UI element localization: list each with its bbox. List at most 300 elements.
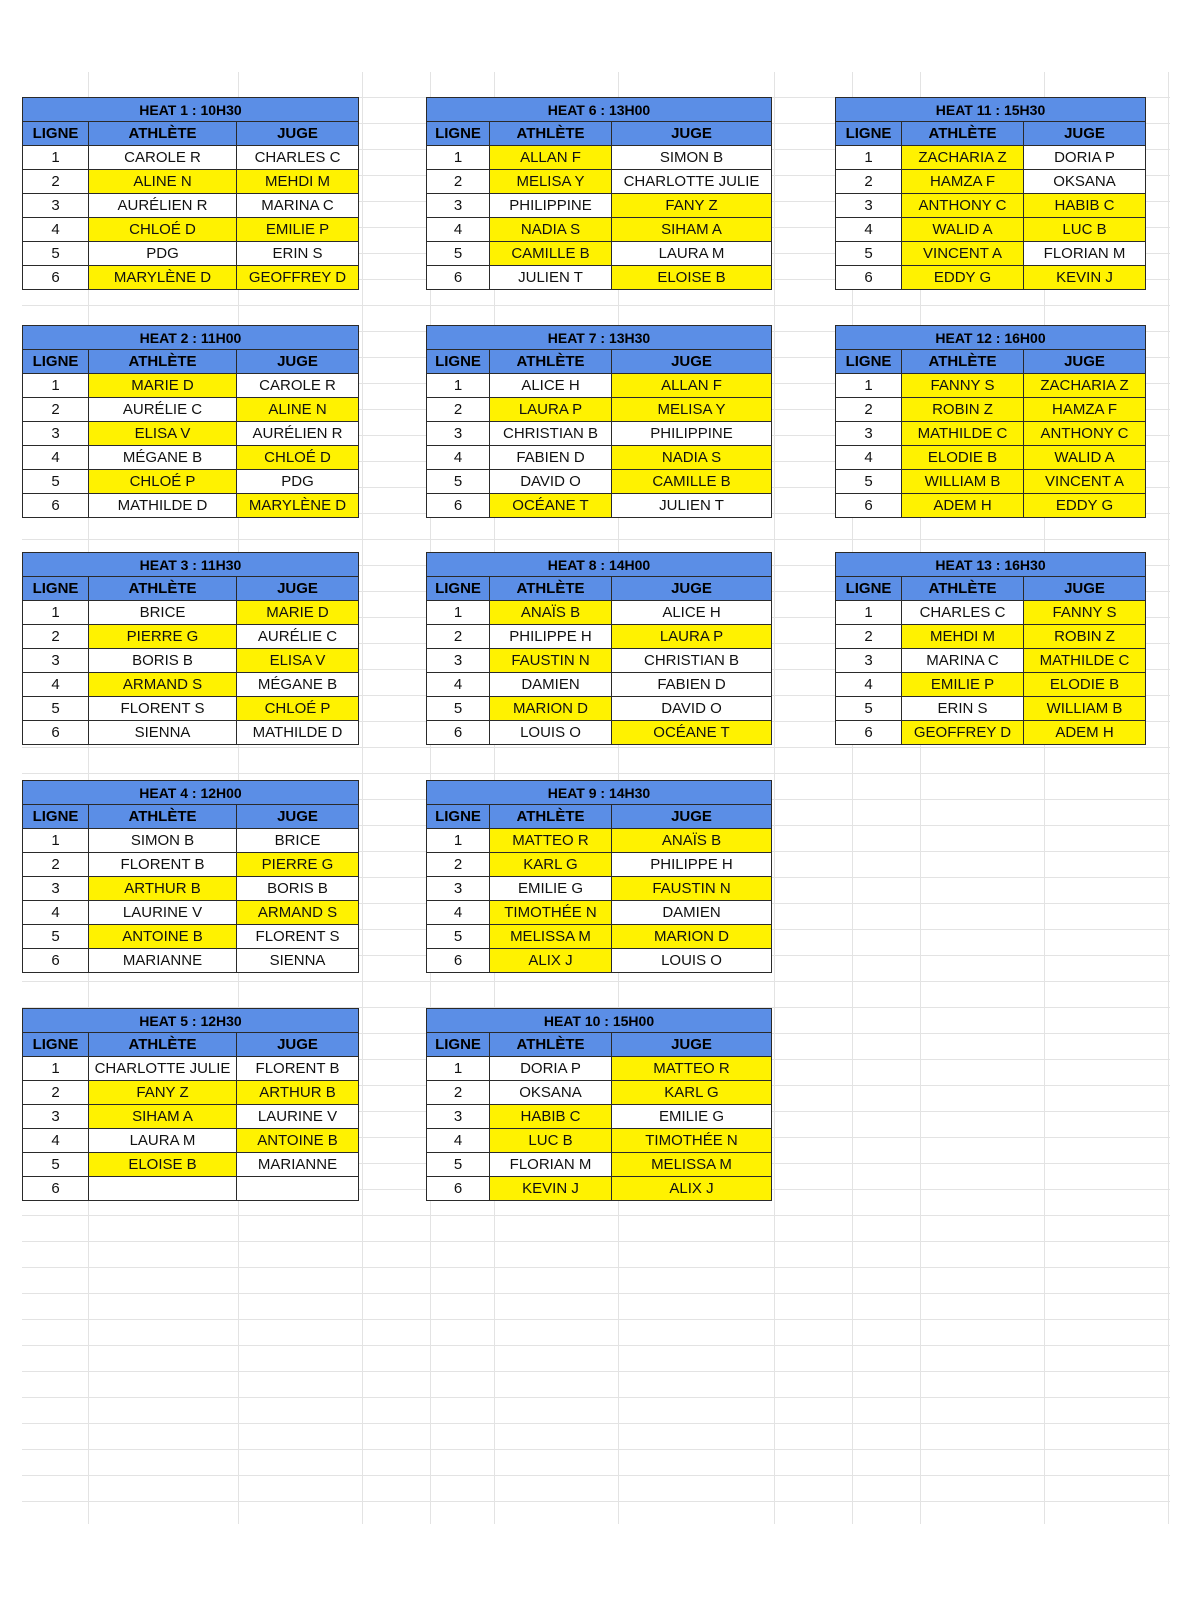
lane-cell: 4 [23, 901, 89, 925]
judge-cell: ALLAN F [612, 374, 772, 398]
athlete-cell: ANTHONY C [902, 194, 1024, 218]
heat-title: HEAT 3 : 11H30 [23, 553, 359, 577]
athlete-cell: TIMOTHÉE N [490, 901, 612, 925]
table-row [836, 218, 1146, 242]
table-row [836, 673, 1146, 697]
lane-cell: 4 [23, 218, 89, 242]
table-row [427, 625, 772, 649]
column-header-lane: LIGNE [427, 1033, 490, 1057]
judge-cell: ALINE N [237, 398, 359, 422]
athlete-cell: OKSANA [490, 1081, 612, 1105]
table-row [836, 266, 1146, 290]
lane-cell: 2 [23, 170, 89, 194]
column-header-judge: JUGE [237, 577, 359, 601]
lane-cell: 6 [836, 721, 902, 745]
heat-table [835, 325, 1146, 518]
lane-cell: 1 [427, 601, 490, 625]
judge-cell: ALIX J [612, 1177, 772, 1201]
lane-cell: 6 [23, 721, 89, 745]
lane-cell: 6 [427, 949, 490, 973]
lane-cell: 5 [836, 470, 902, 494]
column-header-lane: LIGNE [427, 577, 490, 601]
column-header-athlete: ATHLÈTE [490, 1033, 612, 1057]
athlete-cell: EMILIE G [490, 877, 612, 901]
judge-cell: WALID A [1024, 446, 1146, 470]
table-row [427, 853, 772, 877]
judge-cell: LAURINE V [237, 1105, 359, 1129]
heat-title: HEAT 7 : 13H30 [427, 326, 772, 350]
heat-table [22, 97, 359, 290]
athlete-cell: MARIE D [89, 374, 237, 398]
lane-cell: 4 [23, 1129, 89, 1153]
table-row [23, 1177, 359, 1201]
lane-cell: 6 [427, 266, 490, 290]
athlete-cell: DORIA P [490, 1057, 612, 1081]
column-header-athlete: ATHLÈTE [902, 122, 1024, 146]
heat-title: HEAT 10 : 15H00 [427, 1009, 772, 1033]
lane-cell: 4 [836, 446, 902, 470]
lane-cell: 4 [427, 673, 490, 697]
athlete-cell: CHLOÉ D [89, 218, 237, 242]
heat-title: HEAT 6 : 13H00 [427, 98, 772, 122]
column-header-athlete: ATHLÈTE [490, 350, 612, 374]
athlete-cell: MARION D [490, 697, 612, 721]
judge-cell: ARMAND S [237, 901, 359, 925]
lane-cell: 6 [427, 1177, 490, 1201]
lane-cell: 3 [23, 422, 89, 446]
table-row [23, 194, 359, 218]
lane-cell: 4 [427, 218, 490, 242]
table-row [427, 398, 772, 422]
lane-cell: 5 [23, 1153, 89, 1177]
lane-cell: 3 [836, 422, 902, 446]
table-row [23, 218, 359, 242]
table-row [427, 194, 772, 218]
judge-cell: CHLOÉ D [237, 446, 359, 470]
athlete-cell: EMILIE P [902, 673, 1024, 697]
judge-cell: SIHAM A [612, 218, 772, 242]
judge-cell: MATHILDE D [237, 721, 359, 745]
lane-cell: 2 [836, 625, 902, 649]
column-header-judge: JUGE [237, 1033, 359, 1057]
athlete-cell: ALLAN F [490, 146, 612, 170]
athlete-cell: ANTOINE B [89, 925, 237, 949]
judge-cell: ANTOINE B [237, 1129, 359, 1153]
lane-cell: 2 [23, 625, 89, 649]
judge-cell: AURÉLIEN R [237, 422, 359, 446]
judge-cell: CHLOÉ P [237, 697, 359, 721]
lane-cell: 2 [427, 1081, 490, 1105]
table-row [23, 1081, 359, 1105]
table-row [23, 625, 359, 649]
column-header-lane: LIGNE [23, 577, 89, 601]
lane-cell: 1 [836, 601, 902, 625]
athlete-cell: MATHILDE C [902, 422, 1024, 446]
table-row [427, 1129, 772, 1153]
judge-cell: FLORIAN M [1024, 242, 1146, 266]
athlete-cell: PDG [89, 242, 237, 266]
athlete-cell: CHARLES C [902, 601, 1024, 625]
table-row [23, 242, 359, 266]
lane-cell: 5 [23, 697, 89, 721]
judge-cell: SIENNA [237, 949, 359, 973]
heat-table [426, 552, 772, 745]
athlete-cell: PHILIPPE H [490, 625, 612, 649]
athlete-cell: OCÉANE T [490, 494, 612, 518]
athlete-cell: SIHAM A [89, 1105, 237, 1129]
athlete-cell: ELOISE B [89, 1153, 237, 1177]
athlete-cell: KARL G [490, 853, 612, 877]
lane-cell: 6 [836, 494, 902, 518]
athlete-cell: EDDY G [902, 266, 1024, 290]
lane-cell: 3 [427, 649, 490, 673]
athlete-cell: KEVIN J [490, 1177, 612, 1201]
lane-cell: 6 [23, 1177, 89, 1201]
table-row [427, 422, 772, 446]
column-header-lane: LIGNE [427, 122, 490, 146]
judge-cell: ANAÏS B [612, 829, 772, 853]
athlete-cell: CAMILLE B [490, 242, 612, 266]
column-header-athlete: ATHLÈTE [490, 577, 612, 601]
column-header-judge: JUGE [1024, 350, 1146, 374]
table-row [23, 170, 359, 194]
heat-title: HEAT 4 : 12H00 [23, 781, 359, 805]
judge-cell: FAUSTIN N [612, 877, 772, 901]
heat-title: HEAT 8 : 14H00 [427, 553, 772, 577]
athlete-cell: ALICE H [490, 374, 612, 398]
lane-cell: 1 [23, 374, 89, 398]
table-row [23, 853, 359, 877]
column-header-judge: JUGE [612, 1033, 772, 1057]
table-row [23, 697, 359, 721]
column-header-athlete: ATHLÈTE [89, 350, 237, 374]
heat-table [22, 780, 359, 973]
lane-cell: 1 [427, 374, 490, 398]
table-row [23, 374, 359, 398]
judge-cell: CHARLOTTE JULIE [612, 170, 772, 194]
table-row [23, 266, 359, 290]
athlete-cell: LAURA M [89, 1129, 237, 1153]
table-row [427, 266, 772, 290]
column-header-judge: JUGE [237, 350, 359, 374]
judge-cell: CAMILLE B [612, 470, 772, 494]
judge-cell: LAURA M [612, 242, 772, 266]
column-header-lane: LIGNE [427, 805, 490, 829]
athlete-cell: JULIEN T [490, 266, 612, 290]
athlete-cell: FLORENT B [89, 853, 237, 877]
athlete-cell: ALINE N [89, 170, 237, 194]
judge-cell: EMILIE P [237, 218, 359, 242]
judge-cell: MATTEO R [612, 1057, 772, 1081]
table-row [23, 494, 359, 518]
athlete-cell: FABIEN D [490, 446, 612, 470]
judge-cell: BORIS B [237, 877, 359, 901]
judge-cell: CHRISTIAN B [612, 649, 772, 673]
table-row [427, 673, 772, 697]
lane-cell: 5 [23, 242, 89, 266]
lane-cell: 3 [23, 1105, 89, 1129]
heat-table [426, 1008, 772, 1201]
judge-cell [237, 1177, 359, 1201]
heat-table [22, 1008, 359, 1201]
athlete-cell: LOUIS O [490, 721, 612, 745]
athlete-cell: WILLIAM B [902, 470, 1024, 494]
judge-cell: ARTHUR B [237, 1081, 359, 1105]
column-header-lane: LIGNE [23, 805, 89, 829]
column-header-lane: LIGNE [836, 577, 902, 601]
column-header-lane: LIGNE [23, 1033, 89, 1057]
judge-cell: DORIA P [1024, 146, 1146, 170]
lane-cell: 6 [23, 949, 89, 973]
athlete-cell: ADEM H [902, 494, 1024, 518]
table-row [427, 494, 772, 518]
column-header-athlete: ATHLÈTE [902, 350, 1024, 374]
judge-cell: MARION D [612, 925, 772, 949]
table-row [427, 1081, 772, 1105]
heat-table [426, 97, 772, 290]
column-header-judge: JUGE [612, 577, 772, 601]
athlete-cell: MATTEO R [490, 829, 612, 853]
judge-cell: JULIEN T [612, 494, 772, 518]
athlete-cell: MATHILDE D [89, 494, 237, 518]
table-row [836, 625, 1146, 649]
column-header-judge: JUGE [612, 805, 772, 829]
athlete-cell: ARTHUR B [89, 877, 237, 901]
athlete-cell: HABIB C [490, 1105, 612, 1129]
athlete-cell: ARMAND S [89, 673, 237, 697]
table-row [836, 194, 1146, 218]
column-header-judge: JUGE [1024, 122, 1146, 146]
heat-title: HEAT 2 : 11H00 [23, 326, 359, 350]
table-row [836, 170, 1146, 194]
judge-cell: FANY Z [612, 194, 772, 218]
lane-cell: 5 [427, 470, 490, 494]
table-row [427, 829, 772, 853]
judge-cell: KEVIN J [1024, 266, 1146, 290]
lane-cell: 5 [23, 470, 89, 494]
judge-cell: MARIANNE [237, 1153, 359, 1177]
lane-cell: 3 [23, 649, 89, 673]
lane-cell: 1 [23, 1057, 89, 1081]
judge-cell: KARL G [612, 1081, 772, 1105]
heat-table [22, 552, 359, 745]
column-header-lane: LIGNE [836, 122, 902, 146]
table-row [427, 925, 772, 949]
lane-cell: 4 [427, 901, 490, 925]
column-header-athlete: ATHLÈTE [490, 122, 612, 146]
table-row [427, 901, 772, 925]
heat-table [835, 552, 1146, 745]
column-header-judge: JUGE [1024, 577, 1146, 601]
lane-cell: 1 [836, 146, 902, 170]
table-row [427, 1105, 772, 1129]
lane-cell: 5 [427, 925, 490, 949]
table-row [836, 398, 1146, 422]
athlete-cell: PIERRE G [89, 625, 237, 649]
athlete-cell: ZACHARIA Z [902, 146, 1024, 170]
athlete-cell: PHILIPPINE [490, 194, 612, 218]
athlete-cell: ELISA V [89, 422, 237, 446]
table-row [23, 829, 359, 853]
lane-cell: 5 [427, 697, 490, 721]
table-row [23, 1153, 359, 1177]
athlete-cell: MELISA Y [490, 170, 612, 194]
lane-cell: 5 [427, 242, 490, 266]
judge-cell: PHILIPPINE [612, 422, 772, 446]
column-header-judge: JUGE [237, 805, 359, 829]
table-row [23, 146, 359, 170]
table-row [427, 697, 772, 721]
athlete-cell: LUC B [490, 1129, 612, 1153]
heat-table [835, 97, 1146, 290]
judge-cell: HAMZA F [1024, 398, 1146, 422]
lane-cell: 1 [836, 374, 902, 398]
athlete-cell: ELODIE B [902, 446, 1024, 470]
lane-cell: 2 [836, 398, 902, 422]
table-row [836, 422, 1146, 446]
judge-cell: MATHILDE C [1024, 649, 1146, 673]
table-row [427, 218, 772, 242]
athlete-cell: MEHDI M [902, 625, 1024, 649]
lane-cell: 2 [427, 853, 490, 877]
column-header-lane: LIGNE [23, 350, 89, 374]
lane-cell: 4 [23, 673, 89, 697]
judge-cell: NADIA S [612, 446, 772, 470]
judge-cell: LOUIS O [612, 949, 772, 973]
athlete-cell: ERIN S [902, 697, 1024, 721]
column-header-athlete: ATHLÈTE [490, 805, 612, 829]
athlete-cell: ROBIN Z [902, 398, 1024, 422]
lane-cell: 3 [23, 194, 89, 218]
lane-cell: 2 [836, 170, 902, 194]
athlete-cell: HAMZA F [902, 170, 1024, 194]
athlete-cell: WALID A [902, 218, 1024, 242]
judge-cell: PDG [237, 470, 359, 494]
judge-cell: HABIB C [1024, 194, 1146, 218]
judge-cell: DAVID O [612, 697, 772, 721]
table-row [427, 1057, 772, 1081]
judge-cell: BRICE [237, 829, 359, 853]
table-row [23, 1057, 359, 1081]
column-header-lane: LIGNE [427, 350, 490, 374]
lane-cell: 5 [836, 697, 902, 721]
judge-cell: CHARLES C [237, 146, 359, 170]
table-row [23, 901, 359, 925]
lane-cell: 2 [23, 1081, 89, 1105]
judge-cell: PIERRE G [237, 853, 359, 877]
heat-title: HEAT 11 : 15H30 [836, 98, 1146, 122]
table-row [836, 601, 1146, 625]
athlete-cell: DAVID O [490, 470, 612, 494]
table-row [23, 877, 359, 901]
judge-cell: FABIEN D [612, 673, 772, 697]
heat-title: HEAT 9 : 14H30 [427, 781, 772, 805]
athlete-cell [89, 1177, 237, 1201]
judge-cell: ANTHONY C [1024, 422, 1146, 446]
judge-cell: LAURA P [612, 625, 772, 649]
athlete-cell: AURÉLIEN R [89, 194, 237, 218]
column-header-lane: LIGNE [23, 122, 89, 146]
table-row [427, 601, 772, 625]
judge-cell: FLORENT B [237, 1057, 359, 1081]
lane-cell: 4 [427, 1129, 490, 1153]
table-row [427, 470, 772, 494]
judge-cell: OCÉANE T [612, 721, 772, 745]
table-row [427, 649, 772, 673]
column-header-athlete: ATHLÈTE [902, 577, 1024, 601]
judge-cell: MELISSA M [612, 1153, 772, 1177]
lane-cell: 1 [23, 601, 89, 625]
lane-cell: 1 [427, 1057, 490, 1081]
judge-cell: ALICE H [612, 601, 772, 625]
athlete-cell: CAROLE R [89, 146, 237, 170]
heat-table [22, 325, 359, 518]
lane-cell: 1 [23, 829, 89, 853]
athlete-cell: VINCENT A [902, 242, 1024, 266]
athlete-cell: FANY Z [89, 1081, 237, 1105]
heat-title: HEAT 13 : 16H30 [836, 553, 1146, 577]
table-row [427, 721, 772, 745]
table-row [23, 925, 359, 949]
judge-cell: ELODIE B [1024, 673, 1146, 697]
athlete-cell: CHARLOTTE JULIE [89, 1057, 237, 1081]
lane-cell: 4 [836, 673, 902, 697]
lane-cell: 3 [23, 877, 89, 901]
table-row [23, 673, 359, 697]
judge-cell: CAROLE R [237, 374, 359, 398]
athlete-cell: FANNY S [902, 374, 1024, 398]
table-row [23, 1129, 359, 1153]
judge-cell: GEOFFREY D [237, 266, 359, 290]
table-row [836, 446, 1146, 470]
table-row [836, 242, 1146, 266]
table-row [427, 146, 772, 170]
column-header-judge: JUGE [612, 122, 772, 146]
lane-cell: 5 [427, 1153, 490, 1177]
lane-cell: 3 [836, 194, 902, 218]
athlete-cell: SIENNA [89, 721, 237, 745]
lane-cell: 6 [23, 266, 89, 290]
judge-cell: DAMIEN [612, 901, 772, 925]
judge-cell: MEHDI M [237, 170, 359, 194]
column-header-athlete: ATHLÈTE [89, 577, 237, 601]
athlete-cell: MARIANNE [89, 949, 237, 973]
athlete-cell: MARINA C [902, 649, 1024, 673]
judge-cell: ELISA V [237, 649, 359, 673]
heat-title: HEAT 1 : 10H30 [23, 98, 359, 122]
lane-cell: 3 [427, 1105, 490, 1129]
judge-cell: ROBIN Z [1024, 625, 1146, 649]
judge-cell: FANNY S [1024, 601, 1146, 625]
table-row [23, 422, 359, 446]
lane-cell: 3 [836, 649, 902, 673]
table-row [427, 242, 772, 266]
lane-cell: 2 [23, 398, 89, 422]
table-row [23, 721, 359, 745]
column-header-judge: JUGE [237, 122, 359, 146]
judge-cell: AURÉLIE C [237, 625, 359, 649]
athlete-cell: GEOFFREY D [902, 721, 1024, 745]
heat-title: HEAT 5 : 12H30 [23, 1009, 359, 1033]
judge-cell: MARINA C [237, 194, 359, 218]
athlete-cell: MELISSA M [490, 925, 612, 949]
table-row [427, 170, 772, 194]
table-row [23, 398, 359, 422]
judge-cell: EMILIE G [612, 1105, 772, 1129]
table-row [836, 697, 1146, 721]
lane-cell: 3 [427, 194, 490, 218]
athlete-cell: LAURINE V [89, 901, 237, 925]
